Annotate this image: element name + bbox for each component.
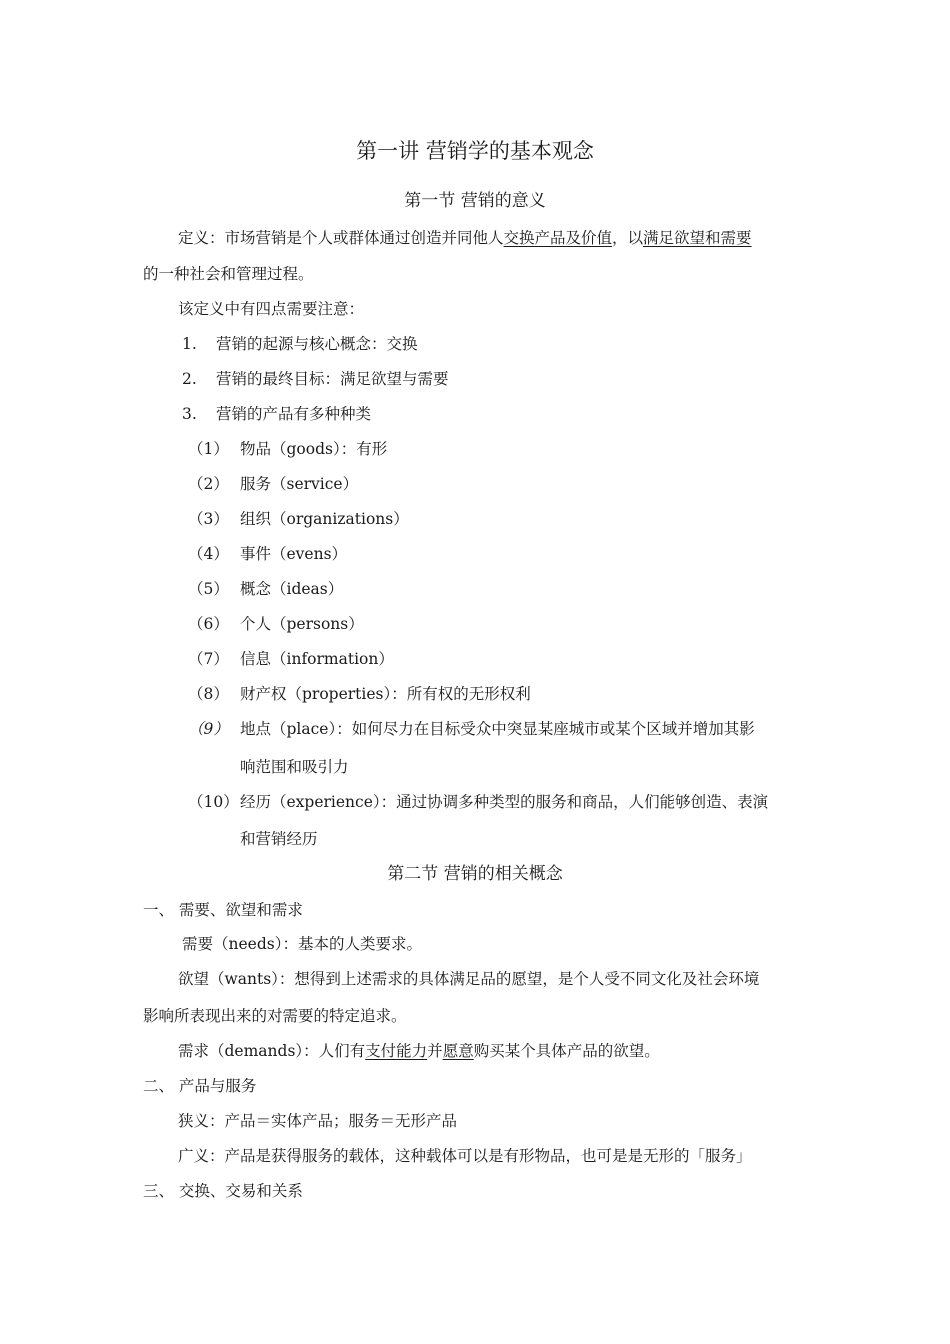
product-item bbox=[188, 509, 409, 529]
product-item bbox=[188, 684, 531, 704]
page-title: 第一讲 营销学的基本观念 bbox=[356, 139, 594, 163]
product-text: 物品（goods）：有形 bbox=[240, 440, 388, 458]
product-text: 信息（information） bbox=[240, 650, 394, 668]
demands-suffix: 购买某个具体产品的欲望。 bbox=[473, 1042, 660, 1060]
product-item bbox=[188, 719, 755, 739]
list-text: 营销的最终目标：满足欲望与需要 bbox=[216, 370, 449, 388]
wants-continuation: 影响所表现出来的对需要的特定追求。 bbox=[143, 1007, 407, 1025]
needs-definition: 需要（needs）：基本的人类要求。 bbox=[182, 935, 422, 953]
wants-definition: 欲望（wants）：想得到上述需求的具体满足品的愿望，是个人受不同文化及社会环境 bbox=[178, 970, 760, 988]
list-text: 营销的产品有多种种类 bbox=[216, 405, 372, 423]
definition-prefix: 定义：市场营销是个人或群体通过创造并同他人 bbox=[178, 229, 504, 247]
product-text: 个人（persons） bbox=[240, 615, 364, 633]
product-text: 地点（place）：如何尽力在目标受众中突显某座城市或某个区域并增加其影 bbox=[240, 720, 755, 738]
demands-definition bbox=[178, 1041, 660, 1061]
product-number: （2） bbox=[188, 475, 229, 493]
list-item bbox=[182, 369, 449, 389]
product-number: （8） bbox=[188, 685, 229, 703]
product-number: （4） bbox=[188, 545, 229, 563]
list-number: 3. bbox=[182, 405, 197, 423]
product-item bbox=[188, 439, 387, 459]
definition-continuation: 的一种社会和管理过程。 bbox=[143, 265, 314, 283]
product-text: 事件（evens） bbox=[240, 545, 348, 563]
definition-underline-exchange: 交换产品及价值 bbox=[503, 229, 613, 247]
product-number: （1） bbox=[188, 440, 229, 458]
product-number: （7） bbox=[188, 650, 229, 668]
demands-underline-ability: 支付能力 bbox=[365, 1042, 428, 1060]
definition-note: 该定义中有四点需要注意： bbox=[178, 300, 365, 318]
list-item bbox=[182, 404, 371, 424]
product-number: （5） bbox=[188, 580, 229, 598]
product-number: （6） bbox=[188, 615, 229, 633]
list-text: 营销的起源与核心概念：交换 bbox=[216, 335, 418, 353]
list-number: 2. bbox=[182, 370, 197, 388]
product-number: （9） bbox=[188, 720, 229, 738]
product-text: 概念（ideas） bbox=[240, 580, 344, 598]
list-item bbox=[182, 334, 418, 354]
narrow-definition: 狭义：产品＝实体产品；服务＝无形产品 bbox=[178, 1112, 458, 1130]
product-text: 服务（service） bbox=[240, 475, 359, 493]
subsection-heading: 二、 产品与服务 bbox=[143, 1077, 257, 1095]
subsection-heading: 三、 交换、交易和关系 bbox=[143, 1182, 303, 1200]
product-item bbox=[188, 792, 768, 812]
definition-underline-satisfy: 满足欲望和需要 bbox=[643, 229, 752, 247]
section-heading-2: 第二节 营销的相关概念 bbox=[387, 864, 563, 884]
definition-mid: ，以 bbox=[612, 229, 644, 247]
definition-line bbox=[178, 228, 752, 248]
subsection-heading: 一、 需要、欲望和需求 bbox=[143, 901, 303, 919]
demands-prefix: 需求（demands）：人们有 bbox=[178, 1042, 366, 1060]
product-item bbox=[188, 474, 358, 494]
product-number: （10） bbox=[188, 793, 239, 811]
list-number: 1. bbox=[182, 335, 197, 353]
product-text: 经历（experience）：通过协调多种类型的服务和商品，人们能够创造、表演 bbox=[240, 793, 769, 811]
product-number: （3） bbox=[188, 510, 229, 528]
product-text: 财产权（properties）：所有权的无形权利 bbox=[240, 685, 531, 703]
section-heading-1: 第一节 营销的意义 bbox=[404, 191, 546, 211]
product-text: 组织（organizations） bbox=[240, 510, 409, 528]
broad-definition: 广义：产品是获得服务的载体，这种载体可以是有形物品，也可是是无形的「服务」 bbox=[178, 1147, 752, 1165]
product-item bbox=[188, 649, 394, 669]
product-text-continuation: 和营销经历 bbox=[240, 830, 318, 848]
product-text-continuation: 响范围和吸引力 bbox=[240, 758, 349, 776]
product-item bbox=[188, 544, 347, 564]
demands-underline-willing: 愿意 bbox=[442, 1042, 474, 1060]
product-item bbox=[188, 579, 343, 599]
demands-mid: 并 bbox=[427, 1042, 443, 1060]
product-item bbox=[188, 614, 364, 634]
